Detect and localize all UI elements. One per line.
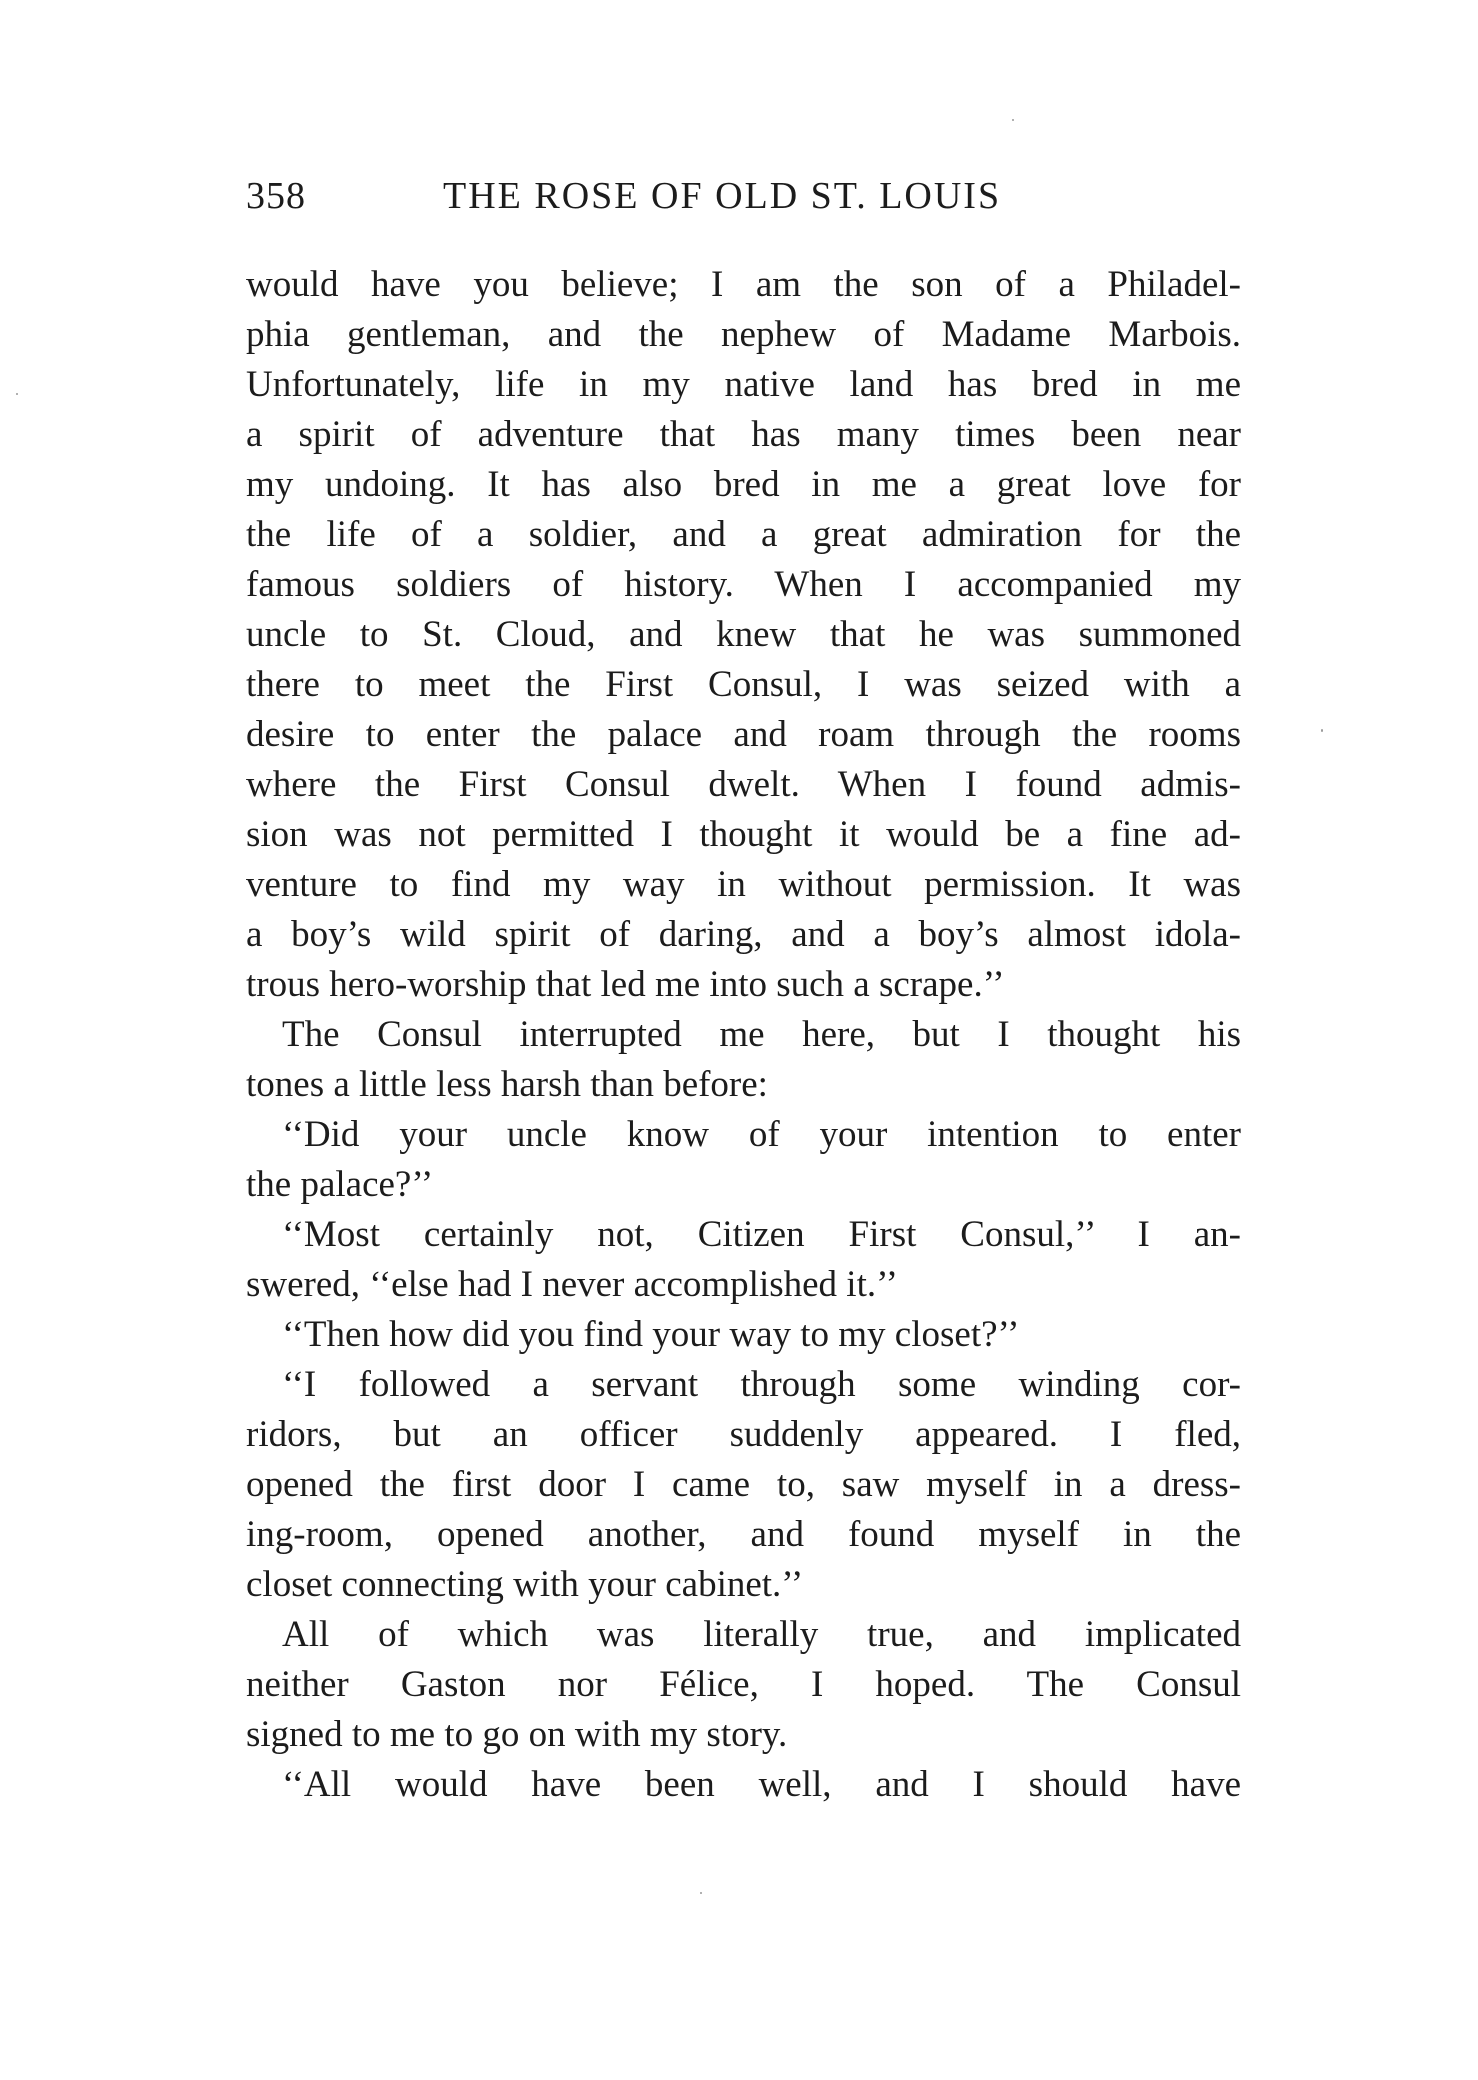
text-line: a boy’s wild spirit of daring, and a boy’s almost idola- xyxy=(246,914,1241,955)
text-line: ‘‘Most certainly not, Citizen First Consul,’’ I an- xyxy=(282,1214,1241,1255)
text-line: there to meet the First Consul, I was seized with a xyxy=(246,664,1241,705)
text-line: neither Gaston nor Félice, I hoped. The Consul xyxy=(246,1664,1241,1705)
text-line: ‘‘Did your uncle know of your intention to enter xyxy=(282,1114,1241,1155)
text-line: ing-room, opened another, and found myself in the xyxy=(246,1514,1241,1555)
text-line: where the First Consul dwelt. When I found admis- xyxy=(246,764,1241,805)
text-line: closet connecting with your cabinet.’’ xyxy=(246,1564,804,1605)
text-line: uncle to St. Cloud, and knew that he was summoned xyxy=(246,614,1241,655)
text-line: the life of a soldier, and a great admiration for the xyxy=(246,514,1241,555)
text-line: sion was not permitted I thought it would be a fine ad- xyxy=(246,814,1241,855)
text-line: trous hero-worship that led me into such a scrape.’’ xyxy=(246,964,1005,1005)
text-line: the palace?’’ xyxy=(246,1164,434,1205)
text-line: famous soldiers of history. When I accompanied my xyxy=(246,564,1241,605)
text-line: venture to find my way in without permission. It was xyxy=(246,864,1241,905)
text-line: All of which was literally true, and implicated xyxy=(282,1614,1241,1655)
text-line: opened the first door I came to, saw myself in a dress- xyxy=(246,1464,1241,1505)
text-line: The Consul interrupted me here, but I thought his xyxy=(282,1014,1241,1055)
body-text xyxy=(246,260,1241,1810)
text-line: ‘‘I followed a servant through some winding cor- xyxy=(282,1364,1241,1405)
paper-speck xyxy=(16,393,18,395)
text-line: swered, ‘‘else had I never accomplished it.’’ xyxy=(246,1264,898,1305)
text-line: would have you believe; I am the son of a Philadel- xyxy=(246,264,1241,305)
text-line: signed to me to go on with my story. xyxy=(246,1714,788,1755)
text-line: desire to enter the palace and roam through the rooms xyxy=(246,714,1241,755)
paper-speck xyxy=(1012,119,1014,121)
paper-speck xyxy=(700,1892,702,1894)
running-title: THE ROSE OF OLD ST. LOUIS xyxy=(443,175,1002,217)
text-line: tones a little less harsh than before: xyxy=(246,1064,768,1105)
text-line: ‘‘Then how did you find your way to my closet?’’ xyxy=(282,1314,1020,1355)
text-line: my undoing. It has also bred in me a great love for xyxy=(246,464,1241,505)
text-line: phia gentleman, and the nephew of Madame Marbois. xyxy=(246,314,1241,355)
page-header xyxy=(246,174,1246,234)
text-line: a spirit of adventure that has many times been near xyxy=(246,414,1241,455)
paper-speck xyxy=(1321,729,1323,732)
text-line: Unfortunately, life in my native land has bred in me xyxy=(246,364,1241,405)
page-number: 358 xyxy=(246,175,306,217)
text-line: ‘‘All would have been well, and I should have xyxy=(282,1764,1241,1805)
text-line: ridors, but an officer suddenly appeared. I fled, xyxy=(246,1414,1241,1455)
